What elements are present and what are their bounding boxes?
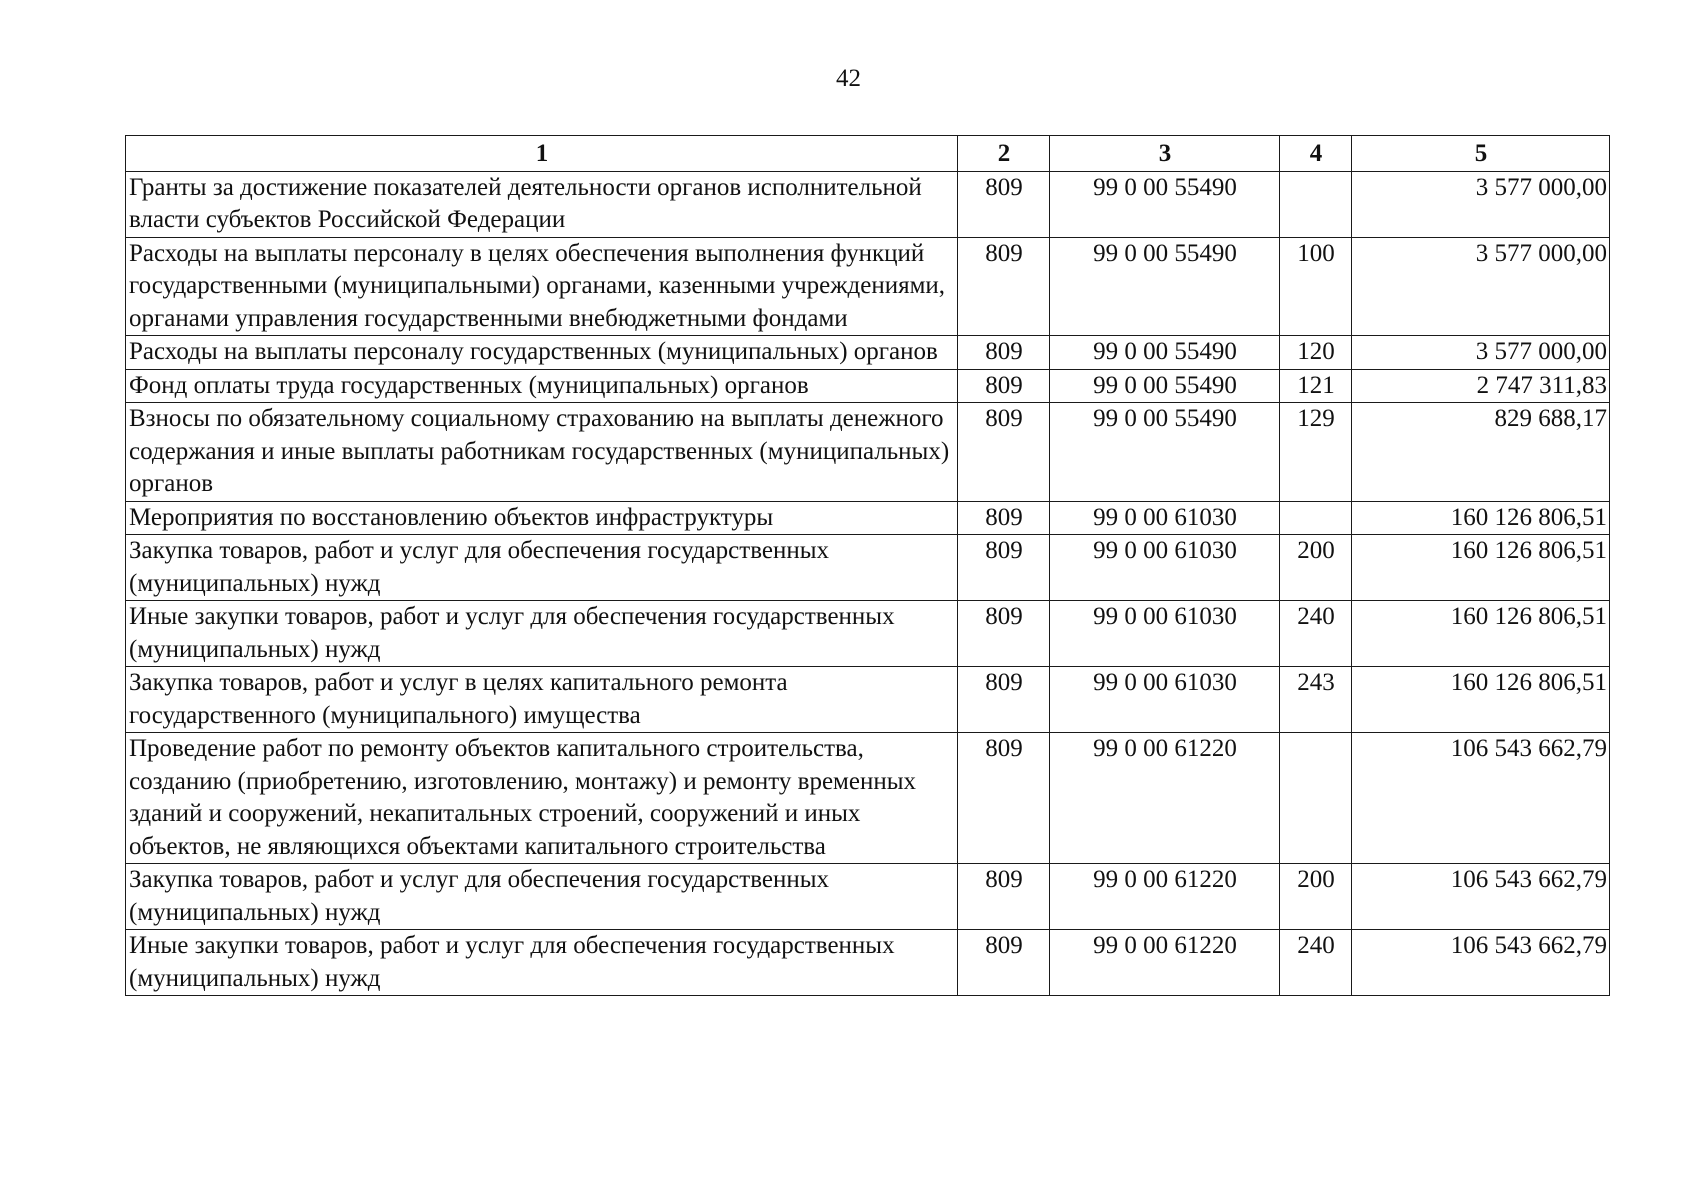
expense-type-code: 129 bbox=[1280, 403, 1352, 502]
table-row bbox=[126, 733, 1610, 864]
expense-name: Закупка товаров, работ и услуг в целях капитального ремонта государственного (муниципального) имущества bbox=[126, 667, 958, 733]
expense-name: Расходы на выплаты персоналу государственных (муниципальных) органов bbox=[126, 336, 958, 370]
ministry-code: 809 bbox=[958, 864, 1050, 930]
expense-name: Иные закупки товаров, работ и услуг для обеспечения государственных (муниципальных) нужд bbox=[126, 930, 958, 996]
table-row bbox=[126, 171, 1610, 237]
expense-type-code: 240 bbox=[1280, 601, 1352, 667]
amount: 160 126 806,51 bbox=[1352, 501, 1610, 535]
target-article-code: 99 0 00 55490 bbox=[1050, 369, 1280, 403]
expense-name: Закупка товаров, работ и услуг для обеспечения государственных (муниципальных) нужд bbox=[126, 535, 958, 601]
ministry-code: 809 bbox=[958, 171, 1050, 237]
expense-type-code: 240 bbox=[1280, 930, 1352, 996]
target-article-code: 99 0 00 61220 bbox=[1050, 930, 1280, 996]
expense-name: Иные закупки товаров, работ и услуг для обеспечения государственных (муниципальных) нужд bbox=[126, 601, 958, 667]
amount: 160 126 806,51 bbox=[1352, 601, 1610, 667]
ministry-code: 809 bbox=[958, 237, 1050, 336]
amount: 3 577 000,00 bbox=[1352, 171, 1610, 237]
target-article-code: 99 0 00 55490 bbox=[1050, 171, 1280, 237]
amount: 3 577 000,00 bbox=[1352, 237, 1610, 336]
expense-name: Гранты за достижение показателей деятельности органов исполнительной власти субъектов Российской Федерации bbox=[126, 171, 958, 237]
amount: 106 543 662,79 bbox=[1352, 930, 1610, 996]
expense-type-code: 100 bbox=[1280, 237, 1352, 336]
expense-name: Взносы по обязательному социальному страхованию на выплаты денежного содержания и иные выплаты работникам государственных (муниципальных) органов bbox=[126, 403, 958, 502]
target-article-code: 99 0 00 61030 bbox=[1050, 501, 1280, 535]
expense-type-code: 243 bbox=[1280, 667, 1352, 733]
column-header-1: 1 bbox=[126, 136, 958, 172]
table-row bbox=[126, 237, 1610, 336]
column-header-3: 3 bbox=[1050, 136, 1280, 172]
budget-table bbox=[125, 135, 1610, 996]
amount: 2 747 311,83 bbox=[1352, 369, 1610, 403]
target-article-code: 99 0 00 55490 bbox=[1050, 336, 1280, 370]
amount: 829 688,17 bbox=[1352, 403, 1610, 502]
expense-name: Мероприятия по восстановлению объектов инфраструктуры bbox=[126, 501, 958, 535]
table-row bbox=[126, 501, 1610, 535]
ministry-code: 809 bbox=[958, 733, 1050, 864]
expense-type-code: 200 bbox=[1280, 864, 1352, 930]
expense-name: Расходы на выплаты персоналу в целях обеспечения выполнения функций государственными (муниципальными) органами, казенными учреждениями, органами управления государственными внебюджетными фондами bbox=[126, 237, 958, 336]
amount: 160 126 806,51 bbox=[1352, 667, 1610, 733]
amount: 160 126 806,51 bbox=[1352, 535, 1610, 601]
expense-type-code: 120 bbox=[1280, 336, 1352, 370]
expense-name: Фонд оплаты труда государственных (муниципальных) органов bbox=[126, 369, 958, 403]
expense-name: Проведение работ по ремонту объектов капитального строительства, созданию (приобретению, изготовлению, монтажу) и ремонту временных зданий и сооружений, некапитальных строений, сооружений и иных объектов, не являющихся объектами капитального строительства bbox=[126, 733, 958, 864]
ministry-code: 809 bbox=[958, 601, 1050, 667]
column-header-5: 5 bbox=[1352, 136, 1610, 172]
table-row bbox=[126, 864, 1610, 930]
ministry-code: 809 bbox=[958, 403, 1050, 502]
page-number: 42 bbox=[836, 65, 861, 92]
table-row bbox=[126, 403, 1610, 502]
target-article-code: 99 0 00 61030 bbox=[1050, 667, 1280, 733]
table-row bbox=[126, 601, 1610, 667]
ministry-code: 809 bbox=[958, 501, 1050, 535]
table-row bbox=[126, 336, 1610, 370]
amount: 106 543 662,79 bbox=[1352, 864, 1610, 930]
target-article-code: 99 0 00 61220 bbox=[1050, 733, 1280, 864]
expense-type-code: 200 bbox=[1280, 535, 1352, 601]
table-row bbox=[126, 667, 1610, 733]
table-row bbox=[126, 930, 1610, 996]
expense-type-code bbox=[1280, 501, 1352, 535]
ministry-code: 809 bbox=[958, 535, 1050, 601]
amount: 3 577 000,00 bbox=[1352, 336, 1610, 370]
table-row bbox=[126, 369, 1610, 403]
table-header-row bbox=[126, 136, 1610, 172]
target-article-code: 99 0 00 61030 bbox=[1050, 535, 1280, 601]
expense-type-code bbox=[1280, 733, 1352, 864]
ministry-code: 809 bbox=[958, 667, 1050, 733]
column-header-2: 2 bbox=[958, 136, 1050, 172]
expense-type-code bbox=[1280, 171, 1352, 237]
column-header-4: 4 bbox=[1280, 136, 1352, 172]
amount: 106 543 662,79 bbox=[1352, 733, 1610, 864]
ministry-code: 809 bbox=[958, 336, 1050, 370]
target-article-code: 99 0 00 61220 bbox=[1050, 864, 1280, 930]
target-article-code: 99 0 00 55490 bbox=[1050, 403, 1280, 502]
ministry-code: 809 bbox=[958, 369, 1050, 403]
ministry-code: 809 bbox=[958, 930, 1050, 996]
expense-name: Закупка товаров, работ и услуг для обеспечения государственных (муниципальных) нужд bbox=[126, 864, 958, 930]
target-article-code: 99 0 00 61030 bbox=[1050, 601, 1280, 667]
expense-type-code: 121 bbox=[1280, 369, 1352, 403]
target-article-code: 99 0 00 55490 bbox=[1050, 237, 1280, 336]
table-row bbox=[126, 535, 1610, 601]
